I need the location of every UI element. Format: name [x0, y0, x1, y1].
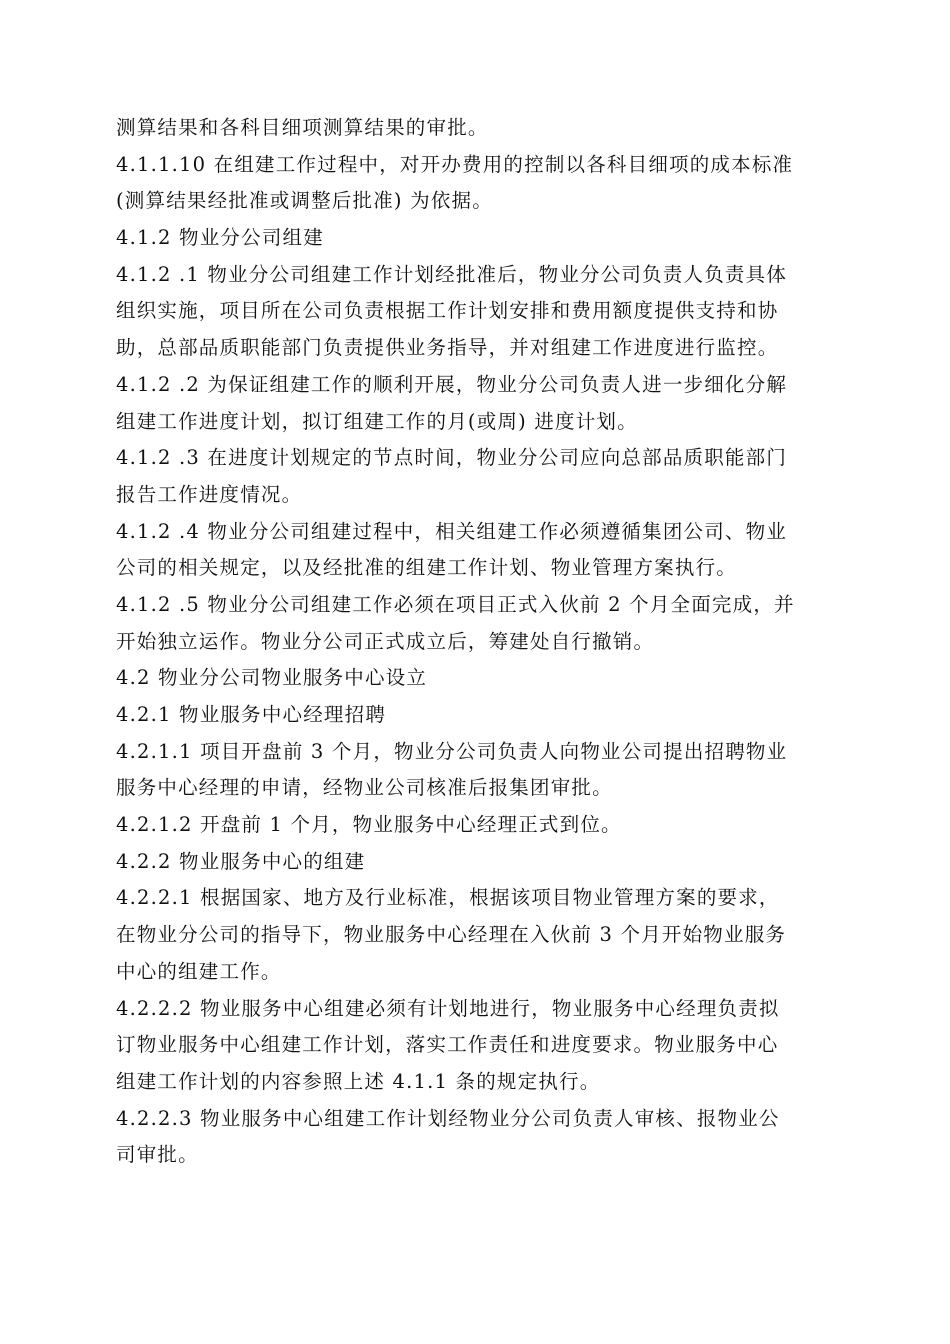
text-line: 4.1.2 .2 为保证组建工作的顺利开展，物业分公司负责人进一步细化分解 — [116, 372, 788, 396]
text-line: 4.2.2.3 物业服务中心组建工作计划经物业分公司负责人审核、报物业公 — [116, 1106, 780, 1130]
text-line: 组建工作进度计划，拟订组建工作的月(或周) 进度计划。 — [116, 409, 638, 433]
text-line: 组建工作计划的内容参照上述 4.1.1 条的规定执行。 — [116, 1069, 601, 1093]
text-line: 测算结果和各科目细项测算结果的审批。 — [116, 116, 489, 139]
document-body — [116, 110, 841, 1174]
text-line: 开始独立运作。物业分公司正式成立后，筹建处自行撤销。 — [116, 629, 655, 653]
text-line: 4.1.2 .3 在进度计划规定的节点时间，物业分公司应向总部品质职能部门 — [116, 446, 788, 470]
section-heading: 4.1.2 物业分公司组建 — [116, 226, 324, 250]
text-line: 组织实施，项目所在公司负责根据工作计划安排和费用额度提供支持和协 — [116, 299, 779, 323]
section-heading: 4.2 物业分公司物业服务中心设立 — [116, 666, 428, 690]
text-line: 4.2.2.2 物业服务中心组建必须有计划地进行，物业服务中心经理负责拟 — [116, 996, 780, 1020]
text-line: 公司的相关规定，以及经批准的组建工作计划、物业管理方案执行。 — [116, 556, 738, 580]
section-heading: 4.2.1 物业服务中心经理招聘 — [116, 703, 387, 726]
text-line: 司审批。 — [116, 1143, 199, 1167]
text-line: 服务中心经理的申请，经物业公司核准后报集团审批。 — [116, 776, 613, 800]
text-line: 4.1.2 .5 物业分公司组建工作必须在项目正式入伙前 2 个月全面完成，并 — [116, 592, 795, 616]
text-line: 4.1.2 .4 物业分公司组建过程中，相关组建工作必须遵循集团公司、物业 — [116, 519, 788, 543]
text-line: 助，总部品质职能部门负责提供业务指导，并对组建工作进度进行监控。 — [116, 336, 779, 360]
section-heading: 4.2.2 物业服务中心的组建 — [116, 849, 366, 873]
text-line: 4.2.1.1 项目开盘前 3 个月，物业分公司负责人向物业公司提出招聘物业 — [116, 739, 788, 763]
text-line: 报告工作进度情况。 — [116, 482, 303, 506]
text-line: 4.2.1.2 开盘前 1 个月，物业服务中心经理正式到位。 — [116, 813, 622, 837]
text-line: 订物业服务中心组建工作计划，落实工作责任和进度要求。物业服务中心 — [116, 1033, 779, 1057]
text-line: 在物业分公司的指导下，物业服务中心经理在入伙前 3 个月开始物业服务 — [116, 923, 787, 947]
text-line: 4.1.1.10 在组建工作过程中，对开办费用的控制以各科目细项的成本标准 — [116, 152, 794, 176]
text-line: (测算结果经批准或调整后批准) 为依据。 — [116, 189, 493, 213]
text-line: 4.2.2.1 根据国家、地方及行业标准，根据该项目物业管理方案的要求， — [116, 886, 780, 910]
text-line: 4.1.2 .1 物业分公司组建工作计划经批准后，物业分公司负责人负责具体 — [116, 262, 788, 286]
text-line: 中心的组建工作。 — [116, 959, 282, 983]
